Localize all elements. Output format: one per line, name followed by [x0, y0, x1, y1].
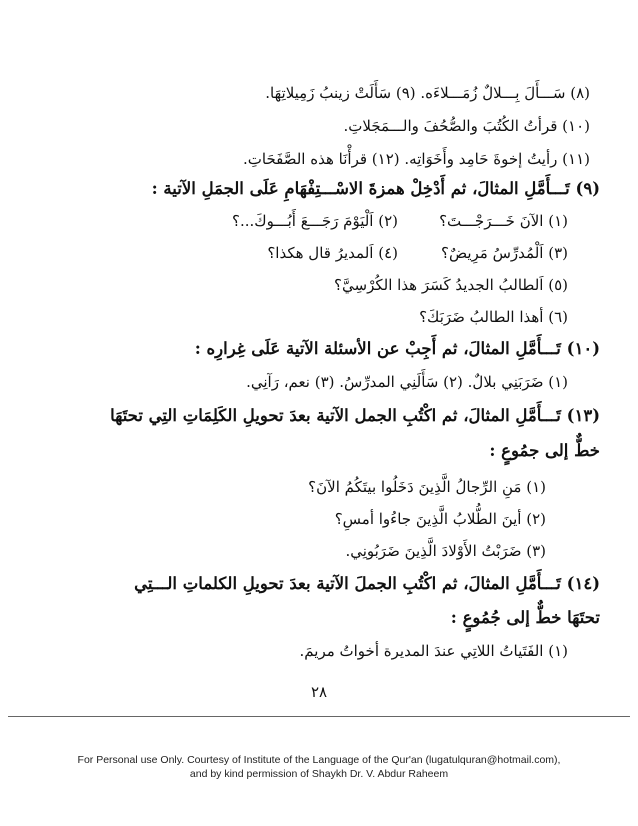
exercise-13-item-3: (٣) ضَرَبْتُ الأَوْلادَ الَّذِينَ ضَرَبُونِي. [345, 542, 546, 560]
footer-divider [8, 716, 630, 717]
exercise-9-heading: (٩) تَـــأَمَّلِ المثالَ، ثم أَدْخِلْ همزةَ الاسْـــتِفْهَامِ عَلَى الجمَلِ الآتية : [151, 179, 600, 198]
exercise-9-row-2 [48, 240, 568, 266]
footer-credit [0, 753, 638, 781]
exercise-14-heading: (١٤) تَـــأَمَّلِ المثالَ، ثم اكْتُبِ الجملَ الآتية بعدَ تحويلِ الكلماتِ الـــتِي [134, 574, 600, 593]
page-number: ٢٨ [310, 683, 328, 701]
exercise-9-item-6: (٦) أهذا الطالبُ ضَرَبَكَ؟ [419, 308, 568, 326]
text-line-1: (٨) سَـــأَلَ بِـــلالٌ زُمَـــلاءَه. (٩) سَأَلَتْ زينبُ زَمِيلاتِهَا. [265, 84, 590, 102]
exercise-9-item-2: (٢) اَلْيَوْمَ رَجَـــعَ أَبُـــوكَ...؟ [232, 212, 398, 230]
exercise-9-item-4: (٤) اَلمديرُ قال هكذا؟ [267, 244, 398, 262]
footer-line-2: and by kind permission of Shaykh Dr. V. Abdur Raheem [189, 768, 449, 780]
exercise-14-item-1: (١) الفَتَياتُ اللاتِي عندَ المديرة أخواتُ مريمَ. [299, 642, 568, 660]
exercise-13-item-2: (٢) أينَ الطُّلابُ الَّذِينَ جاءُوا أمسِ؟ [334, 510, 546, 528]
exercise-9-item-5: (٥) اَلطالبُ الجديدُ كَسَرَ هذا الكُرْسِيَّ؟ [334, 276, 568, 294]
exercise-9-item-1: (١) الآنَ خَـــرَجْـــتَ؟ [439, 212, 568, 230]
exercise-13-heading-cont: خطٌّ إلى جمُوعٍ : [489, 441, 600, 460]
exercise-10-example: (١) ضَرَبَنِي بلالٌ. (٢) سَأَلَنِي المدرِّسُ. (٣) نعم، رَآنِي. [246, 373, 568, 391]
exercise-14-heading-cont: تحتَهَا خطٌّ إلى جُمُوعٍ : [450, 608, 600, 627]
exercise-13-item-1: (١) مَنِ الرِّجالُ الَّذِينَ دَخَلُوا بيتَكُمُ الآنَ؟ [308, 478, 546, 496]
exercise-10-heading: (١٠) تَـــأَمَّلِ المثالَ، ثم أَجِبْ عن الأسئلة الآتية عَلَى غِرارِه : [194, 339, 600, 358]
exercise-9-item-3: (٣) اَلْمُدرِّسُ مَرِيضٌ؟ [441, 244, 568, 262]
exercise-13-heading: (١٣) تَـــأَمَّلِ المثالَ، ثم اكْتُبِ الجمل الآتية بعدَ تحويلِ الكَلِمَاتِ التِي تحتَهَا [110, 406, 600, 425]
footer-line-1: For Personal use Only. Courtesy of Institute of the Language of the Qur'an (lugatulquran@hotmail.com), [77, 754, 561, 766]
text-line-3: (١١) رأيتُ إخوةَ حَامِد وأَخَوَاتِه. (١٢) قرأْنَا هذه الصَّفَحَاتِ. [243, 150, 590, 168]
text-line-2: (١٠) قرأتُ الكُتُبَ والصُّحُفَ والـــمَجَلاتِ. [343, 117, 590, 135]
exercise-9-row-1 [48, 208, 568, 234]
